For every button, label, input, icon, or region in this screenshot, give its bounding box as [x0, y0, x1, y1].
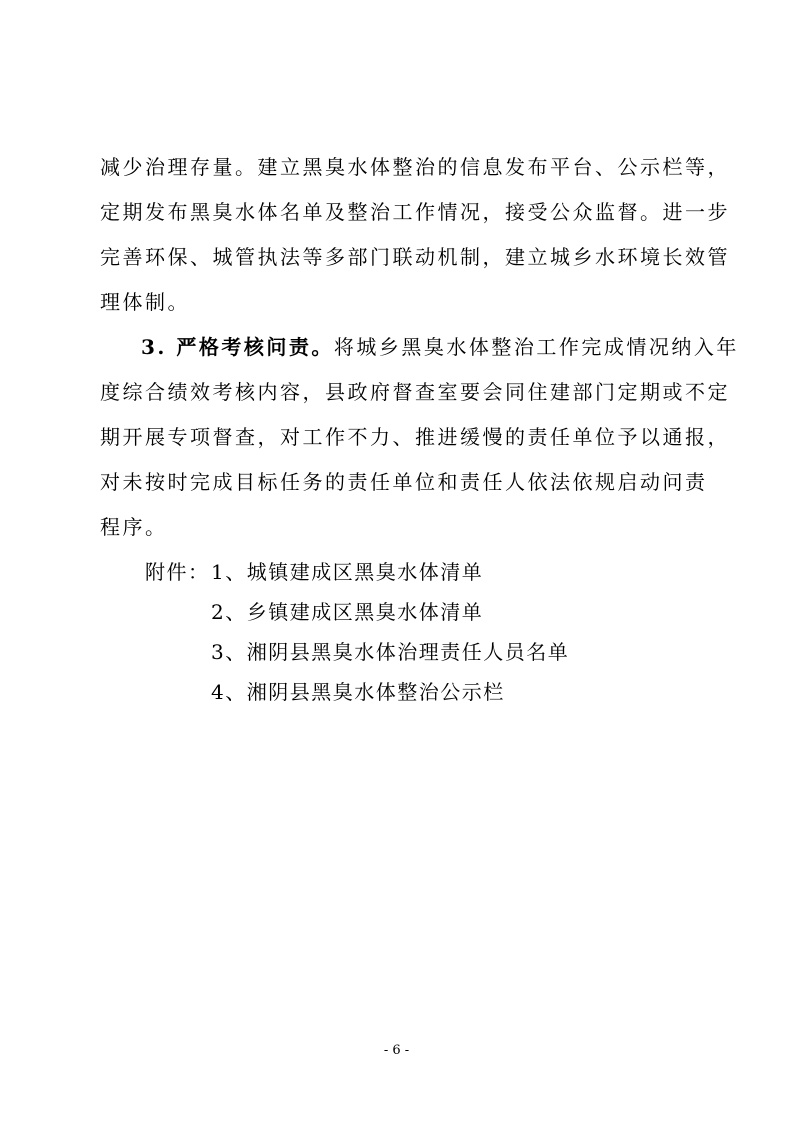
paragraph-1-line-1: 减少治理存量。建立黑臭水体整治的信息发布平台、公示栏等，: [100, 155, 730, 179]
attachment-item-2: 2、乡镇建成区黑臭水体清单: [211, 600, 484, 624]
paragraph-1-line-3: 完善环保、城管执法等多部门联动机制，建立城乡水环境长效管: [100, 245, 730, 269]
attachment-item-1: 1、城镇建成区黑臭水体清单: [211, 560, 484, 584]
paragraph-1-line-4: 理体制。: [100, 290, 190, 314]
attachments-label: 附件：: [145, 560, 210, 584]
paragraph-2-line-1-text: 将城乡黑臭水体整治工作完成情况纳入年: [333, 335, 739, 359]
paragraph-2-line-3: 期开展专项督查，对工作不力、推进缓慢的责任单位予以通报，: [100, 425, 730, 449]
attachment-item-4: 4、湘阴县黑臭水体整治公示栏: [211, 680, 505, 704]
paragraph-1-line-2: 定期发布黑臭水体名单及整治工作情况，接受公众监督。进一步: [100, 200, 730, 224]
attachment-item-3: 3、湘阴县黑臭水体治理责任人员名单: [211, 640, 570, 664]
paragraph-2-line-2: 度综合绩效考核内容，县政府督查室要会同住建部门定期或不定: [100, 380, 730, 404]
paragraph-2-line-4: 对未按时完成目标任务的责任单位和责任人依法依规启动问责: [100, 470, 708, 494]
paragraph-2-line-1: [141, 332, 741, 362]
paragraph-2-line-5: 程序。: [100, 515, 168, 539]
page-number: - 6 -: [383, 1043, 410, 1058]
section-heading: 3. 严格考核问责。: [141, 335, 334, 359]
